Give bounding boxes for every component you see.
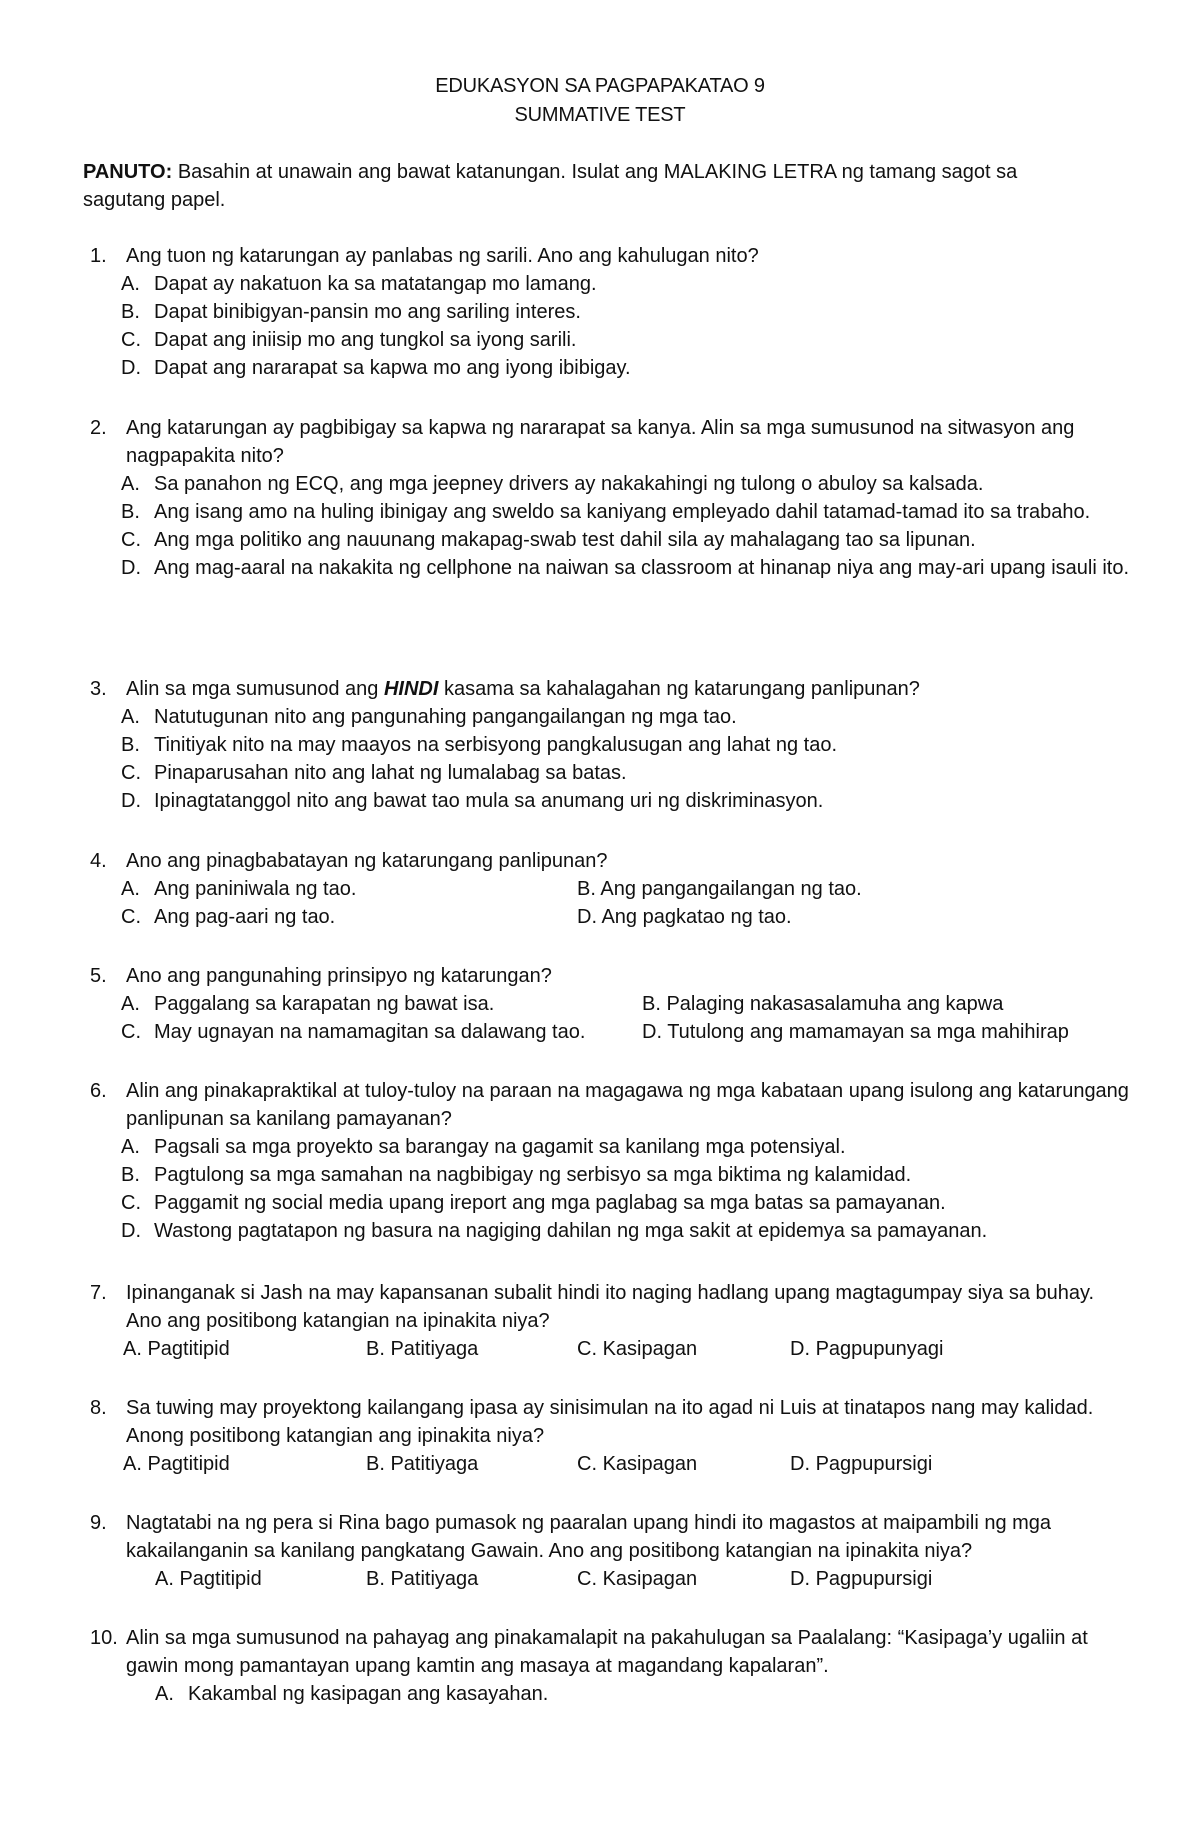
option-c: C. Kasipagan [577, 1453, 698, 1475]
option-d: D. Wastong pagtatapon ng basura na nagiging dahilan ng mga sakit at epidemya sa pamayanan. [121, 1220, 988, 1242]
document-title: EDUKASYON SA PAGPAPAKATAO 9 [435, 75, 765, 97]
question-number: 6. [90, 1080, 107, 1102]
option-d: D. Pagpupursigi [790, 1568, 933, 1590]
question-text: Ano ang pangunahing prinsipyo ng katarungan? [126, 965, 552, 987]
option-a: A. Dapat ay nakatuon ka sa matatangap mo lamang. [121, 273, 597, 295]
question-1 [90, 242, 1130, 382]
directions-text: Basahin at unawain ang bawat katanungan. Isulat ang MALAKING LETRA ng tamang sagot sa sagutang papel. [83, 161, 1018, 211]
options-row [90, 1335, 1130, 1363]
option-a: A. Sa panahon ng ECQ, ang mga jeepney drivers ay nakakahingi ng tulong o abuloy sa kalsada. [121, 473, 984, 495]
question-3 [90, 675, 1130, 815]
option-d: D. Ang pagkatao ng tao. [577, 906, 792, 928]
option-a: A. Pagtitipid [123, 1338, 230, 1360]
options-row-2 [90, 903, 1130, 931]
option-a: A. Pagsali sa mga proyekto sa barangay na gagamit sa kanilang mga potensiyal. [121, 1136, 846, 1158]
option-b: B. Pagtulong sa mga samahan na nagbibigay ng serbisyo sa mga biktima ng kalamidad. [121, 1164, 912, 1186]
question-number: 3. [90, 678, 107, 700]
option-c: C. Pinaparusahan nito ang lahat ng lumalabag sa batas. [121, 762, 627, 784]
option-b: B. Ang isang amo na huling ibinigay ang sweldo sa kaniyang empleyado dahil tatamad-tamad ito sa trabaho. [121, 501, 1091, 523]
option-b: B. Dapat binibigyan-pansin mo ang sariling interes. [121, 301, 581, 323]
question-9 [90, 1509, 1130, 1593]
directions-label: PANUTO: [83, 161, 173, 183]
option-d: D. Pagpupursigi [790, 1453, 933, 1475]
question-number: 9. [90, 1512, 107, 1534]
option-a: A. Pagtitipid [155, 1568, 262, 1590]
option-b: B. Patitiyaga [366, 1453, 479, 1475]
options-row-2 [90, 1018, 1130, 1046]
question-text: Ipinanganak si Jash na may kapansanan subalit hindi ito naging hadlang upang magtagumpay siya sa buhay. Ano ang positibong katangian na ipinakita niya? [126, 1282, 1095, 1332]
question-text: Ang tuon ng katarungan ay panlabas ng sarili. Ano ang kahulugan nito? [126, 245, 759, 267]
question-number: 1. [90, 245, 107, 267]
emphasis-hindi: HINDI [383, 678, 439, 700]
question-text: Sa tuwing may proyektong kailangang ipasa ay sinisimulan na ito agad ni Luis at tinatapos nang may kalidad. Anong positibong katangian ang ipinakita niya? [126, 1397, 1094, 1447]
option-d: D. Tutulong ang mamamayan sa mga mahihirap [642, 1021, 1069, 1043]
option-b: B. Tinitiyak nito na may maayos na serbisyong pangkalusugan ang lahat ng tao. [121, 734, 838, 756]
option-a: A. Ang paniniwala ng tao. [121, 878, 357, 900]
question-text: Alin ang pinakapraktikal at tuloy-tuloy na paraan na magagawa ng mga kabataan upang isulong ang katarungang panlipunan sa kanilang pamayanan? [126, 1080, 1129, 1130]
option-d: D. Ipinagtatanggol nito ang bawat tao mula sa anumang uri ng diskriminasyon. [121, 790, 824, 812]
question-7 [90, 1279, 1130, 1363]
question-number: 4. [90, 850, 107, 872]
option-b: B. Patitiyaga [366, 1338, 479, 1360]
options-row [90, 1565, 1130, 1593]
question-number: 5. [90, 965, 107, 987]
option-d: D. Pagpupunyagi [790, 1338, 944, 1360]
question-6 [90, 1077, 1130, 1245]
question-text: Alin sa mga sumusunod na pahayag ang pinakamalapit na pakahulugan sa Paalalang: “Kasipaga’y ugaliin at gawin mong pamantayan upang kamtin ang masaya at magandang kapalaran”. [126, 1627, 1088, 1677]
directions [83, 158, 1103, 214]
question-text: Ang katarungan ay pagbibigay sa kapwa ng nararapat sa kanya. Alin sa mga sumusunod na sitwasyon ang nagpapakita nito? [126, 417, 1075, 467]
document-subtitle: SUMMATIVE TEST [514, 104, 686, 126]
question-text: Alin sa mga sumusunod ang HINDI kasama sa kahalagahan ng katarungang panlipunan? [126, 678, 920, 700]
option-c: C. May ugnayan na namamagitan sa dalawang tao. [121, 1021, 586, 1043]
question-number: 10. [90, 1627, 118, 1649]
question-5 [90, 962, 1130, 1046]
option-c: C. Kasipagan [577, 1338, 698, 1360]
option-b: B. Patitiyaga [366, 1568, 479, 1590]
option-a: A. Natutugunan nito ang pangunahing pangangailangan ng mga tao. [121, 706, 737, 728]
question-2 [90, 414, 1130, 582]
option-a: A. Kakambal ng kasipagan ang kasayahan. [155, 1683, 549, 1705]
option-a: A. Pagtitipid [123, 1453, 230, 1475]
option-b: B. Ang pangangailangan ng tao. [577, 878, 862, 900]
question-text: Ano ang pinagbabatayan ng katarungang panlipunan? [126, 850, 608, 872]
question-8 [90, 1394, 1130, 1478]
option-a: A. Paggalang sa karapatan ng bawat isa. [121, 993, 495, 1015]
question-number: 2. [90, 417, 107, 439]
question-4 [90, 847, 1130, 931]
option-d: D. Ang mag-aaral na nakakita ng cellphone na naiwan sa classroom at hinanap niya ang may-ari upang isauli ito. [121, 557, 1130, 579]
options-row [90, 1680, 1130, 1708]
question-number: 7. [90, 1282, 107, 1304]
option-c: C. Ang mga politiko ang nauunang makapag-swab test dahil sila ay mahalagang tao sa lipunan. [121, 529, 976, 551]
option-c: C. Dapat ang iniisip mo ang tungkol sa iyong sarili. [121, 329, 577, 351]
option-c: C. Ang pag-aari ng tao. [121, 906, 336, 928]
question-10 [90, 1624, 1130, 1708]
option-b: B. Palaging nakasasalamuha ang kapwa [642, 993, 1004, 1015]
option-d: D. Dapat ang nararapat sa kapwa mo ang iyong ibibigay. [121, 357, 631, 379]
options-row-1 [90, 875, 1130, 903]
question-number: 8. [90, 1397, 107, 1419]
options-row [90, 1450, 1130, 1478]
option-c: C. Kasipagan [577, 1568, 698, 1590]
option-c: C. Paggamit ng social media upang ireport ang mga paglabag sa mga batas sa pamayanan. [121, 1192, 946, 1214]
question-text: Nagtatabi na ng pera si Rina bago pumasok ng paaralan upang hindi ito magastos at maipambili ng mga kakailanganin sa kanilang pangkatang Gawain. Ano ang positibong katangian na ipinakita niya? [126, 1512, 1052, 1562]
options-row-1 [90, 990, 1130, 1018]
